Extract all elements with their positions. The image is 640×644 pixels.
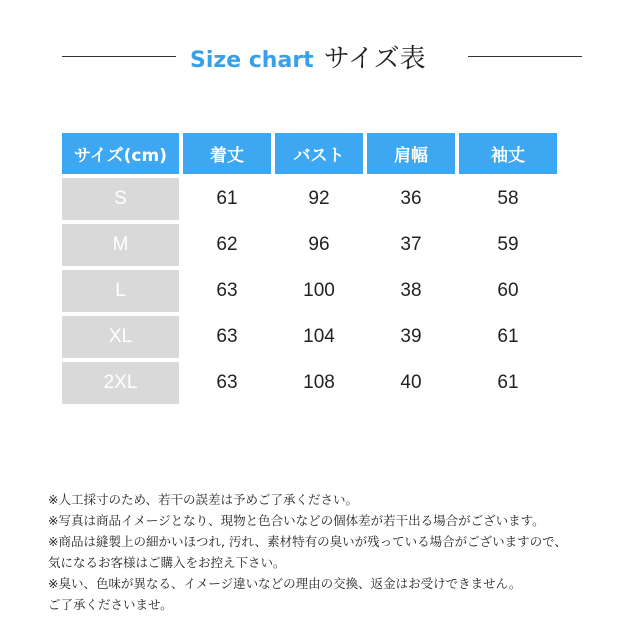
title-rule-left — [62, 56, 176, 57]
table-header-row — [62, 133, 557, 174]
note-line: ※商品は縫製上の細かいほつれ, 汚れ、素材特有の臭いが残っている場合がございますので、 — [48, 534, 567, 549]
bust-cell: 96 — [308, 234, 330, 255]
bust-cell: 104 — [303, 326, 335, 347]
table-row — [62, 316, 557, 358]
sleeve-cell: 60 — [497, 280, 519, 301]
size-table — [58, 129, 561, 408]
page-title — [190, 38, 426, 75]
header-sleeve: 袖丈 — [459, 133, 557, 174]
page-title-en: Size chart — [190, 48, 314, 73]
length-cell: 61 — [216, 188, 238, 209]
length-cell: 63 — [216, 326, 238, 347]
bust-cell: 108 — [303, 372, 335, 393]
table-row — [62, 362, 557, 404]
shoulder-cell: 39 — [400, 326, 422, 347]
size-table-wrap — [58, 129, 561, 408]
size-cell: L — [62, 270, 179, 312]
size-cell: XL — [62, 316, 179, 358]
header-bust: バスト — [275, 133, 363, 174]
note-line: 気になるお客様はご購入をお控え下さい。 — [48, 555, 286, 570]
table-row — [62, 224, 557, 266]
bust-cell: 92 — [308, 188, 330, 209]
shoulder-cell: 36 — [400, 188, 422, 209]
note-line: ※人工採寸のため、若干の誤差は予めご了承ください。 — [48, 492, 358, 507]
header-length: 着丈 — [183, 133, 271, 174]
page-title-jp: サイズ表 — [323, 44, 426, 74]
header-size: サイズ(cm) — [62, 133, 179, 174]
note-line: ご了承くださいませ。 — [48, 597, 173, 612]
header-shoulder: 肩幅 — [367, 133, 455, 174]
length-cell: 62 — [216, 234, 238, 255]
notes — [48, 489, 608, 615]
shoulder-cell: 37 — [400, 234, 422, 255]
length-cell: 63 — [216, 372, 238, 393]
size-cell: S — [62, 178, 179, 220]
table-row — [62, 178, 557, 220]
title-row — [0, 36, 640, 76]
sleeve-cell: 61 — [497, 326, 519, 347]
table-row — [62, 270, 557, 312]
size-cell: M — [62, 224, 179, 266]
note-line: ※写真は商品イメージとなり、現物と色合いなどの個体差が若干出る場合がございます。 — [48, 513, 545, 528]
note-line: ※臭い、色味が異なる、イメージ違いなどの理由の交換、返金はお受けできません。 — [48, 576, 522, 591]
size-cell: 2XL — [62, 362, 179, 404]
sleeve-cell: 61 — [497, 372, 519, 393]
shoulder-cell: 40 — [400, 372, 422, 393]
bust-cell: 100 — [303, 280, 335, 301]
title-rule-right — [468, 56, 582, 57]
sleeve-cell: 58 — [497, 188, 519, 209]
sleeve-cell: 59 — [497, 234, 519, 255]
length-cell: 63 — [216, 280, 238, 301]
shoulder-cell: 38 — [400, 280, 422, 301]
